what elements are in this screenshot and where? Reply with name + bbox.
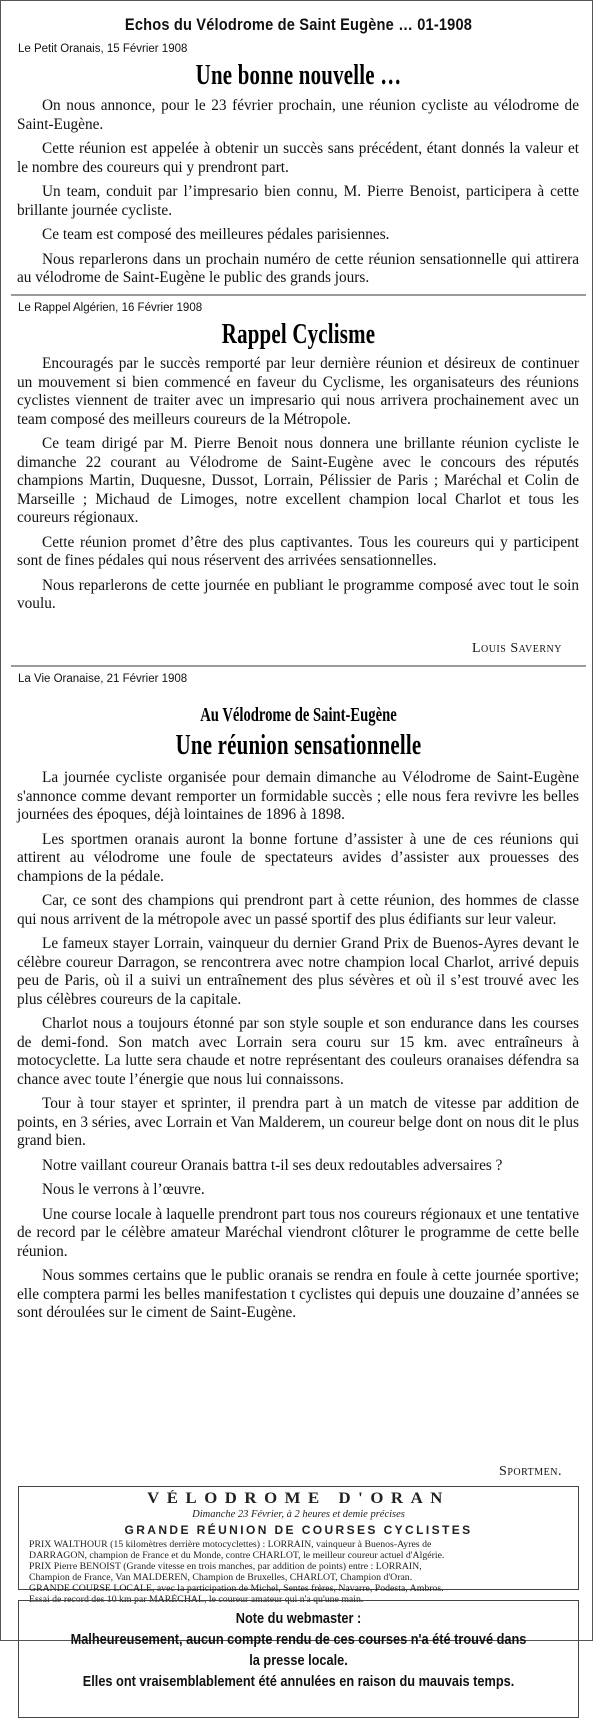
divider	[11, 294, 586, 296]
paragraph: Nous le verrons à l’œuvre.	[42, 1181, 205, 1198]
paragraph: Cette réunion promet d’être des plus captivantes. Tous les coureurs qui y participent sont de fines pédales qui nous réservent des arrivées sensationnelles.	[17, 533, 579, 569]
paragraph: Charlot nous a toujours étonné par son style souple et son endurance dans les courses de demi-fond. Son match avec Lorrain sera couru sur 15 km. avec entraîneurs à motocyclette. La lutte sera chaude et notre représentant des couleurs oranaises défendra sa chance avec toute l’énergie que nous lui connaissons.	[17, 1015, 579, 1088]
article-subheading: Au Vélodrome de Saint-Eugène	[200, 705, 397, 726]
article-heading: Rappel Cyclisme	[221, 318, 376, 350]
paragraph: Encouragés par le succès remporté par leur dernière réunion et désireux de continuer un mouvement si bien commencé en faveur du Cyclisme, les organisateurs des réunions cyclistes viennent de traiter avec un impresario qui nous arrivera prochainement avec un team composé des meilleurs coureurs de la Métropole.	[17, 355, 579, 428]
paragraph: Tour à tour stayer et sprinter, il prendra part à un match de vitesse par addition de points, en 3 séries, avec Lorrain et Van Malderem, un coureur belge dont on nous dit le plus grand bien.	[17, 1095, 579, 1149]
poster-title: VÉLODROME D'ORAN	[147, 1490, 450, 1507]
note-title: Note du webmaster :	[235, 1610, 362, 1627]
paragraph: On nous annonce, pour le 23 février prochain, une réunion cycliste au vélodrome de Saint-Eugène.	[17, 97, 579, 133]
paragraph: Ce team dirigé par M. Pierre Benoit nous donnera une brillante réunion cycliste le dimanche 22 courant au Vélodrome de Saint-Eugène avec le concours des réputés champions Martin, Duquesne, Dussot, Lorrain, Pélissier de Paris ; Maréchal et Colin de Marseille ; Michaud de Limoges, notre excellent champion local Charlot et tous les coureurs régionaux.	[17, 435, 579, 526]
paragraph: Notre vaillant coureur Oranais battra t-il ses deux redoutables adversaires ?	[42, 1156, 503, 1174]
article-body	[17, 769, 579, 1329]
paragraph: Un team, conduit par l’impresario bien connu, M. Pierre Benoist, participera à cette brillante journée cycliste.	[17, 183, 579, 219]
article-source: Le Petit Oranais, 15 Février 1908	[18, 43, 188, 55]
event-poster	[18, 1486, 579, 1605]
poster-line: PRIX Pierre BENOIST (Grande vitesse en trois manches, par addition de points) entre : LORRAIN,	[29, 1561, 422, 1572]
paragraph: Le fameux stayer Lorrain, vainqueur du dernier Grand Prix de Buenos-Ayres devant le célèbre coureur Darragon, se rencontrera avec notre champion local Charlot, arrivé depuis peu de Paris, où il a suivi un entraînement des plus sévères et où il s’est trouvé avec les plus célèbres coureurs de la capitale.	[17, 935, 579, 1008]
page-title: Echos du Vélodrome de Saint Eugène … 01-1908	[124, 15, 473, 34]
divider	[11, 665, 586, 667]
paragraph: Car, ce sont des champions qui prendront part à cette réunion, des hommes de classe qui nous arrivent de la métropole avec un passé sportif des plus édifiants sur leur valeur.	[17, 892, 579, 928]
poster-line: PRIX WALTHOUR (15 kilomètres derrière motocyclettes) : LORRAIN, vainqueur à Buenos-Ayres de	[29, 1539, 432, 1550]
paragraph: La journée cycliste organisée pour demain dimanche au Vélodrome de Saint-Eugène s'annonce comme devant remporter un formidable succès ; elle nous fera revivre les belles journées des époques, déjà lointaines de 1896 à 1898.	[17, 769, 579, 823]
article-signature: Louis Saverny	[471, 641, 562, 656]
poster-line: Essai de record des 10 km par MARÉCHAL, le coureur amateur qui n'a qu'une main.	[29, 1594, 364, 1605]
paragraph: Nous sommes certains que le public oranais se rendra en foule à cette journée sportive; elle comptera parmi les belles manifestation t cyclistes qui depuis une douzaine d’années se sont déroulées sur le ciment de Saint-Eugène.	[17, 1267, 579, 1321]
article-body	[17, 355, 579, 620]
poster-line: DARRAGON, champion de France et du Monde, contre CHARLOT, le meilleur coureur actuel d'Algérie.	[29, 1550, 445, 1561]
poster-date: Dimanche 23 Février, à 2 heures et demie précises	[192, 1509, 405, 1520]
article-heading: Une bonne nouvelle …	[195, 59, 402, 91]
poster-line: GRANDE COURSE LOCALE, avec la participation de Michel, Sentes frères, Navarre, Podesta, Ambros.	[29, 1583, 444, 1594]
article-heading: Une réunion sensationnelle	[175, 729, 422, 761]
paragraph: Nous reparlerons de cette journée en publiant le programme composé avec tout le soin voulu.	[17, 576, 579, 612]
paragraph: Les sportmen oranais auront la bonne fortune d’assister à une de ces réunions qui attirent au vélodrome une foule de spectateurs avides d’assister aux prouesses des champions de la pédale.	[17, 830, 579, 885]
note-line: Elles ont vraisemblablement été annulées en raison du mauvais temps.	[82, 1673, 515, 1690]
article-source: Le Rappel Algérien, 16 Février 1908	[18, 302, 203, 314]
poster-line: Champion de France, Van MALDEREN, Champion de Bruxelles, CHARLOT, Champion d'Oran.	[29, 1572, 413, 1583]
poster-heading: GRANDE RÉUNION DE COURSES CYCLISTES	[124, 1523, 473, 1537]
webmaster-note	[18, 1600, 579, 1718]
paragraph: Une course locale à laquelle prendront part tous nos coureurs régionaux et une tentative de record par le célèbre amateur Maréchal viendront clôturer le programme de cette belle réunion.	[17, 1205, 579, 1260]
poster-program	[29, 1539, 569, 1605]
paragraph: Cette réunion est appelée à obtenir un succès sans précédent, étant donnés la valeur et le nombre des coureurs qui y prendront part.	[17, 140, 579, 176]
paragraph: Ce team est composé des meilleures pédales parisiennes.	[42, 226, 390, 243]
article-source: La Vie Oranaise, 21 Février 1908	[18, 673, 188, 685]
note-line: Malheureusement, aucun compte rendu de ces courses n'a été trouvé dans	[70, 1631, 527, 1648]
note-line: la presse locale.	[249, 1652, 348, 1669]
article-signature: Sportmen.	[499, 1464, 562, 1479]
paragraph: Nous reparlerons dans un prochain numéro de cette réunion sensationnelle qui attirera au vélodrome de Saint-Eugène le public des grands jours.	[17, 250, 579, 286]
article-body	[17, 97, 579, 294]
